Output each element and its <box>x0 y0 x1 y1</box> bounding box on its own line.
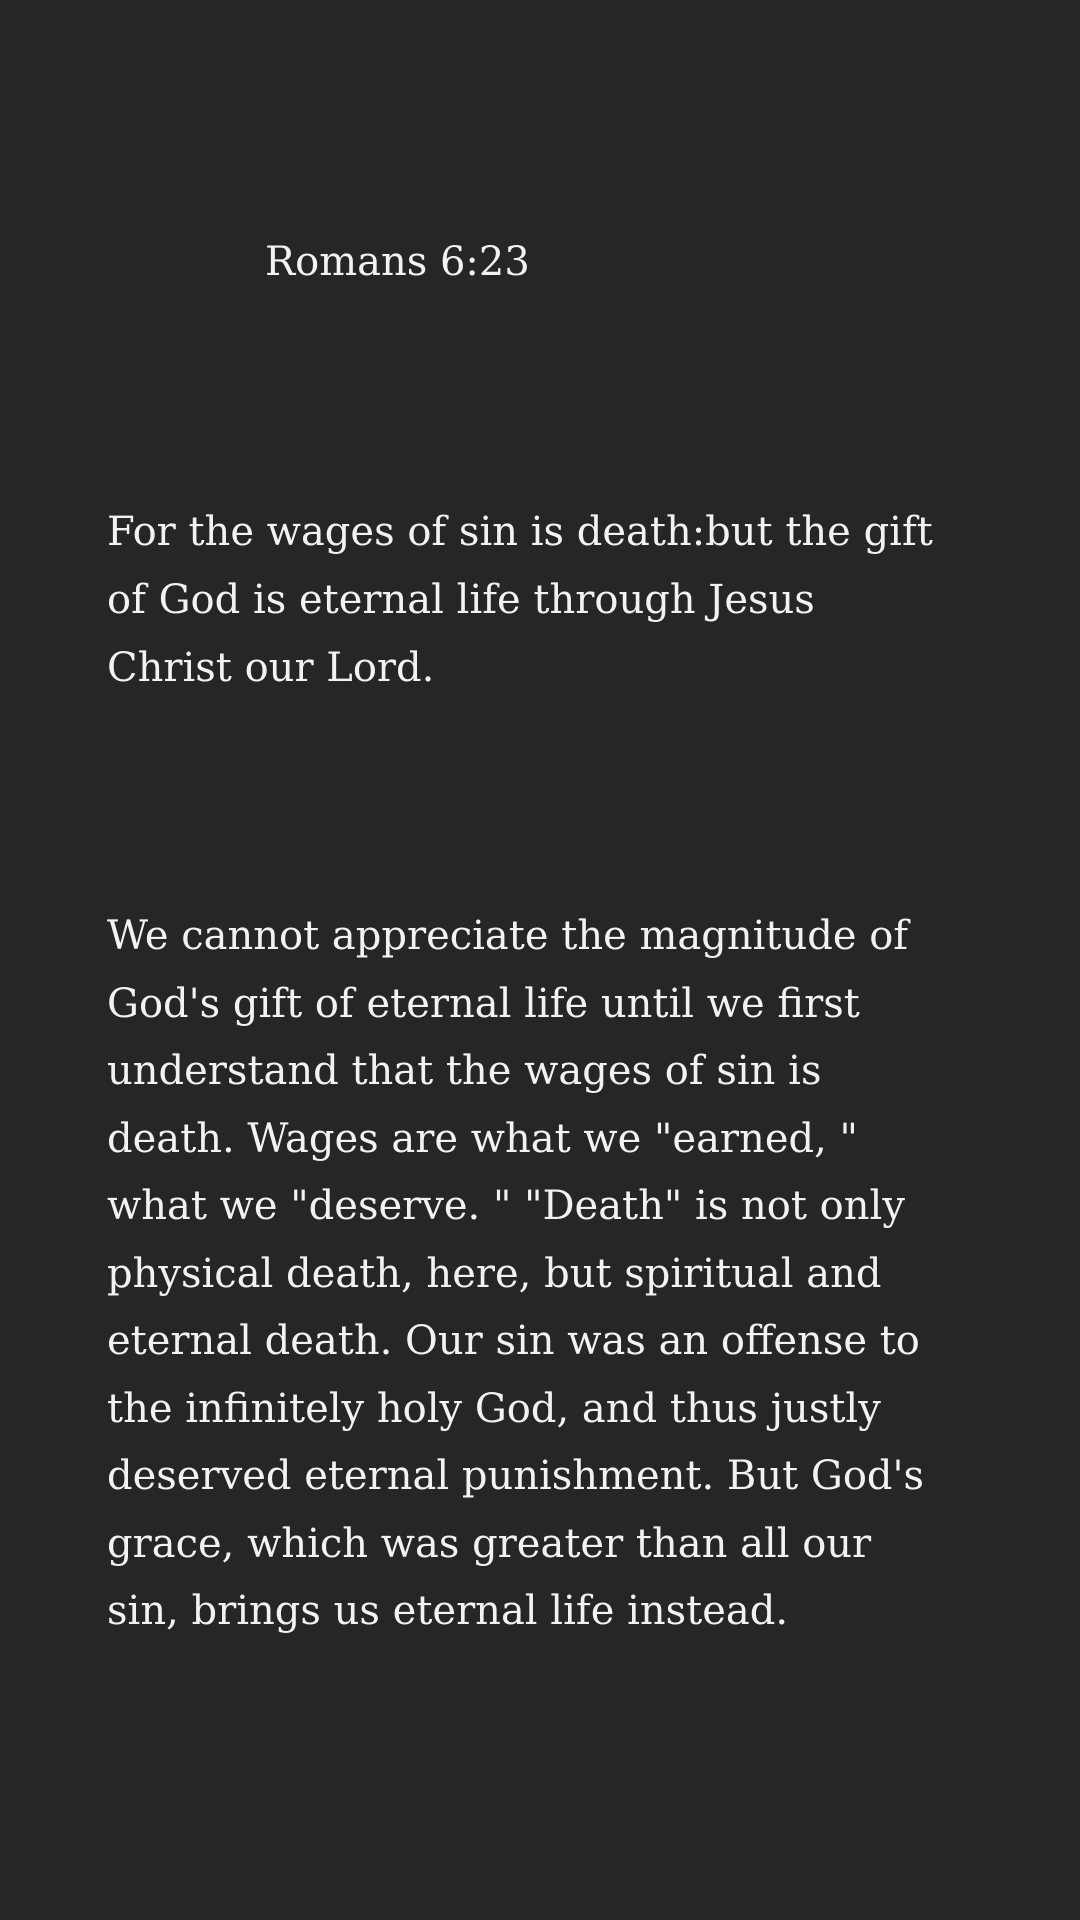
commentary-line: grace, which was greater than all our <box>107 1520 872 1567</box>
commentary-line: what we "deserve. " "Death" is not only <box>107 1183 905 1229</box>
verse-line: Christ our Lord. <box>107 645 435 691</box>
commentary-line: sin, brings us eternal life instead. <box>107 1588 789 1634</box>
commentary-line: deserved eternal punishment. But God's <box>107 1453 925 1499</box>
commentary-line: God's gift of eternal life until we first <box>107 980 860 1027</box>
verse-line: of God is eternal life through Jesus <box>107 577 815 623</box>
commentary-line: physical death, here, but spiritual and <box>107 1250 882 1297</box>
commentary-text <box>107 903 967 1646</box>
commentary-line: the infinitely holy God, and thus justly <box>107 1385 881 1432</box>
commentary-line: We cannot appreciate the magnitude of <box>107 913 909 959</box>
commentary-line: understand that the wages of sin is <box>107 1048 822 1094</box>
verse-text <box>107 498 967 702</box>
scripture-reference: Romans 6:23 <box>265 239 530 285</box>
verse-line: For the wages of sin is death:but the gift <box>107 509 933 555</box>
commentary-line: death. Wages are what we "earned, " <box>107 1115 858 1162</box>
commentary-line: eternal death. Our sin was an offense to <box>107 1318 920 1364</box>
